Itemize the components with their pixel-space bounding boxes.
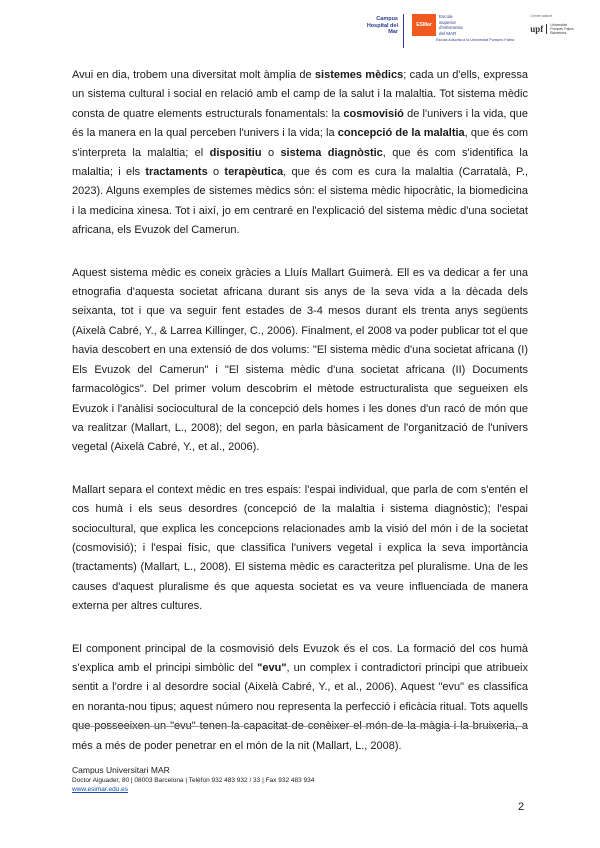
document-body xyxy=(72,66,528,779)
bold-term: tractaments xyxy=(145,166,208,179)
text-run: El component principal de la cosmovisió dels Evuzok és el cos. La formació del cos humà s'explica amb el principi simbòlic del xyxy=(72,642,528,674)
esimar-badge: ESMar xyxy=(412,14,436,36)
paragraph xyxy=(72,66,528,241)
upf-mark: upf xyxy=(530,24,547,34)
text-run: ; cada un d'ells, expressa un sistema cultural i social en relació amb el camp de la salut i la malaltia. Tot sistema mèdic consta de quatre elements estructurals fonamentals: la xyxy=(72,69,528,120)
bold-term: sistemes mèdics xyxy=(314,69,404,81)
footer-divider xyxy=(72,726,528,727)
esimar-name: Escola Superior d'Infermeria del MAR xyxy=(439,14,463,36)
bold-term: "evu" xyxy=(257,661,287,674)
esimar-logo xyxy=(412,14,514,43)
footer-website-link[interactable]: www.esimar.edu.es xyxy=(72,786,128,793)
paragraph xyxy=(72,481,528,617)
text-run: de l'univers i la vida, que és la manera en la qual perceben l'univers i la vida; la xyxy=(72,107,528,140)
text-run: , que és com s'interpreta la malaltia; el xyxy=(72,127,528,159)
campus-logo: Campus Hospital del Mar xyxy=(360,14,404,48)
bold-term: cosmovisió xyxy=(343,107,404,120)
header-logos xyxy=(360,14,578,54)
footer xyxy=(72,766,314,795)
text-run: o xyxy=(207,166,225,179)
text-run: Mallart separa el context mèdic en tres espais: l'espai individual, que parla de com s'entén el cos humà i els seus desordres (concepció de la malaltia i sistema diagnòstic); l'espai sociocultural, que explica les concepcions relacionades amb la visió del món i de la societat (cosmovisió); i l'espai físic, que classifica l'univers vegetal i explica la seva importància (tractaments) (Mallart, L., 2008). El sistema mèdic es caracteritza pel pluralisme. Una de les causes d'aquest pluralisme és que aquesta societat es va veure influenciada de manera externa per altres cultures. xyxy=(72,483,528,613)
paragraph xyxy=(72,640,528,756)
text-run: Aquest sistema mèdic es coneix gràcies a Lluís Mallart Guimerà. Ell es va dedicar a fer una etnografia d'aquesta societat africana durant sis anys de la seva vida a la dècada dels seixanta, tot i que va seguir fent estades de 3-4 mesos durant els trenta anys següents (Aixelà Cabré, Y., & Larrea Killinger, C., 2006). Finalment, el 2008 va poder publicar tot el que havia descobert en una extensió de dos volums: "El sistema mèdic d'una societat africana (I) Els Evuzok del Camerun" i "El sistema mèdic d'una societat africana (II) Documents farmacològics". Del primer volum descobrim el mètode estructuralista que segueixen els Evuzok i l'anàlisi sociocultural de la concepció dels homes i les dones d'un racó de món que va realitzar (Mallart, L., 2008); del segon, en parla bàsicament de l'organització de l'univers vegetal (Aixelà Cabré, Y., et al., 2006). xyxy=(72,266,528,454)
text-run: , que és com s'identifica la malaltia; i els xyxy=(72,146,528,179)
text-run: o xyxy=(261,146,281,159)
esimar-subtitle: Escola Adscrita a la Universitat Pompeu Fabra xyxy=(436,38,515,42)
upf-name: Universitat Pompeu Fabra Barcelona xyxy=(550,23,574,36)
footer-campus-name: Campus Universitari MAR xyxy=(72,765,170,775)
upf-caption: Centre adscrit xyxy=(530,14,553,18)
footer-address: Doctor Aiguader, 80 | 08003 Barcelona | Telèfon 932 483 932 / 33 | Fax 932 483 934 xyxy=(72,776,315,784)
bold-term: sistema diagnòstic xyxy=(280,146,383,159)
text-run: , que és com es cura la malaltia (Carratalà, P., 2023). Alguns exemples de sistemes mèdics són: el sistema mèdic hipocràtic, la biomedicina i la medicina xinesa. Tot i així, jo em centraré en l'explicació del sistema mèdic d'una societat africana, els Evuzok del Camerun. xyxy=(72,166,528,237)
text-run: Avui en dia, trobem una diversitat molt àmplia de xyxy=(72,69,315,81)
text-run: , un complex i contradictori principi que atribueix sentit a l'ordre i al desordre social (Aixelà Cabré, Y., et al., 2006). Aquest "evu" es classifica en noranta-nou tipus; aquest número nou representa la perfecció i eficàcia ritual. Tots aquells que posseeixen un "evu" tenen la capacitat de conèixer el món de la màgia i la bruixeria, a més a més de poder penetrar en el món de la nit (Mallart, L., 2008). xyxy=(72,661,529,752)
upf-logo xyxy=(530,14,578,36)
bold-term: terapèutica xyxy=(224,166,284,179)
bold-term: dispositiu xyxy=(209,146,262,159)
paragraph xyxy=(72,264,528,458)
page-number: 2 xyxy=(518,801,525,813)
bold-term: concepció de la malaltia xyxy=(337,127,465,140)
